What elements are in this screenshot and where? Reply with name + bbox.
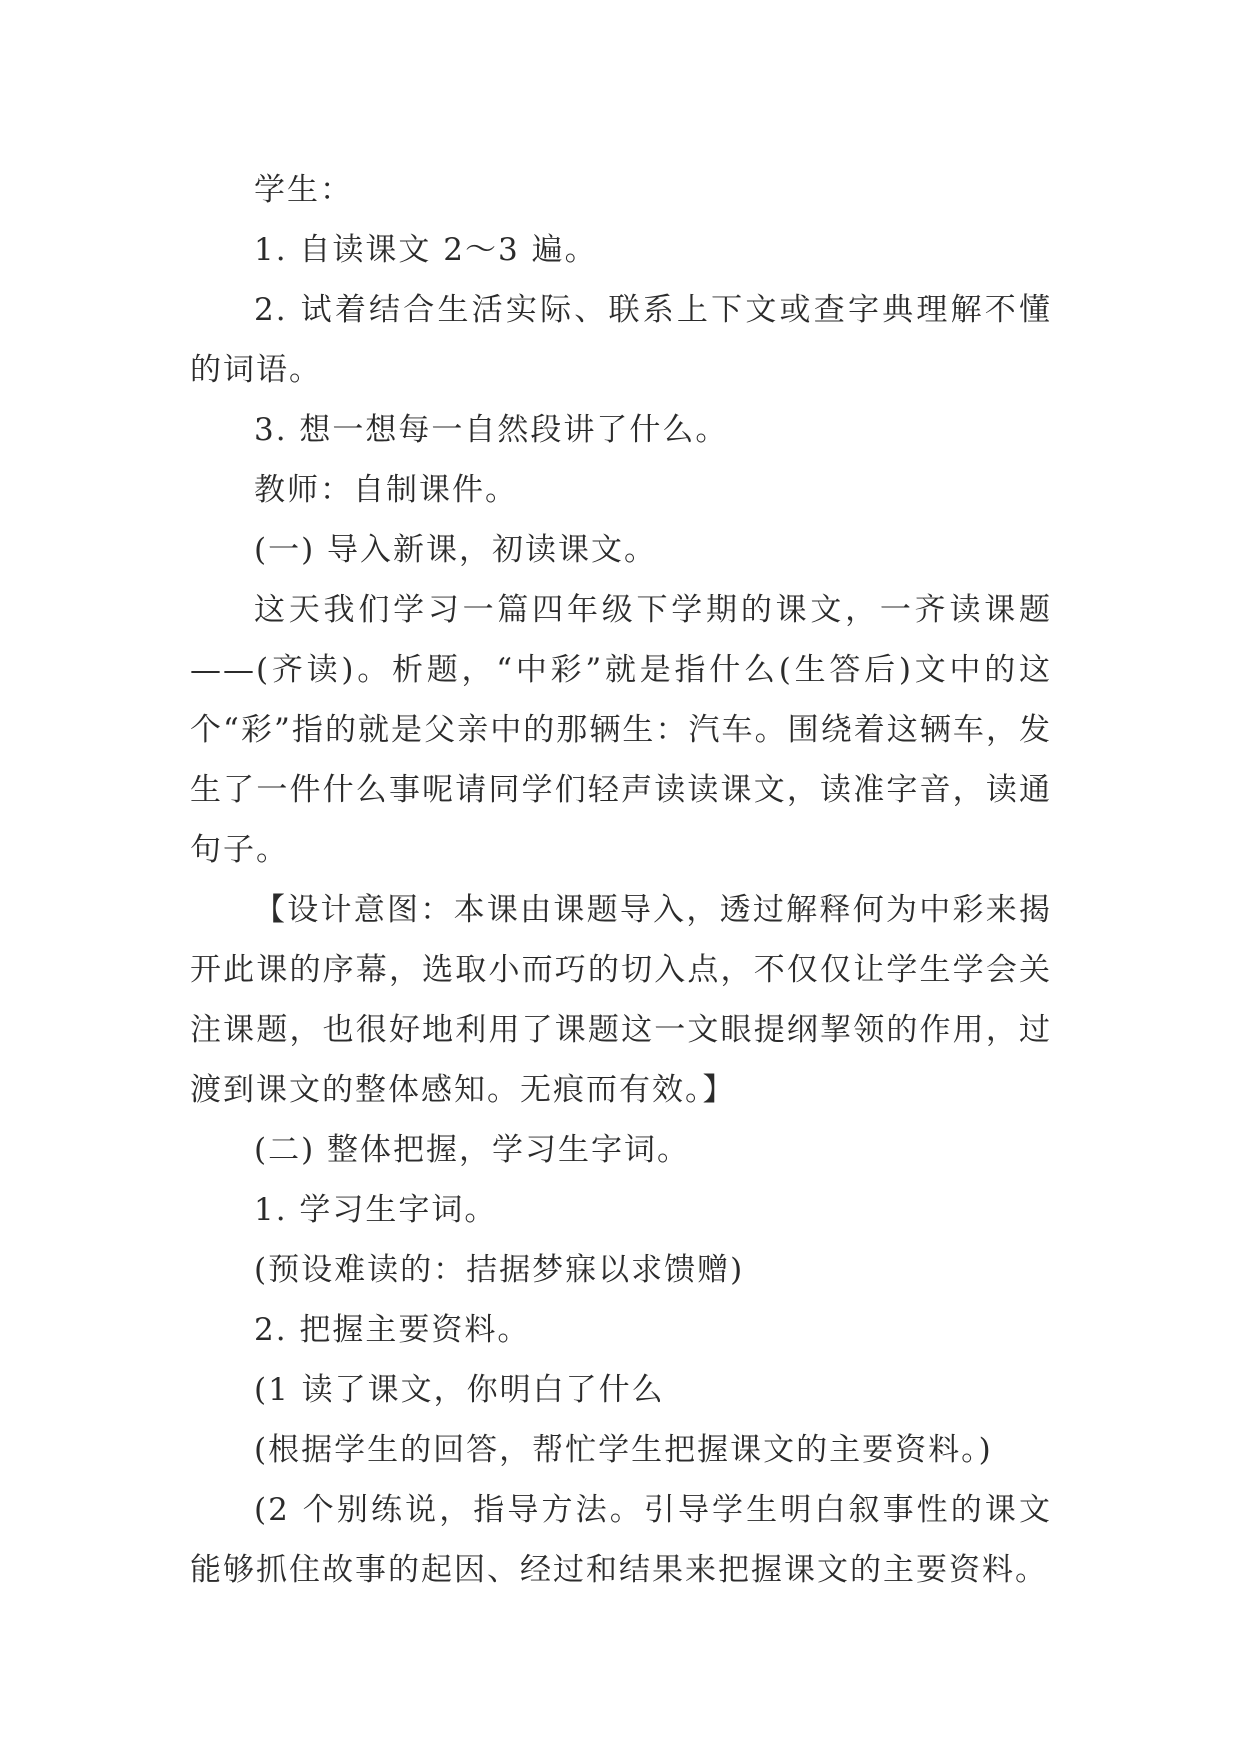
paragraph-intro: 这天我们学习一篇四年级下学期的课文，一齐读课题——(齐读)。析题，“中彩”就是指什么(生答后)文中的这个“彩”指的就是父亲中的那辆生：汽车。围绕着这辆车，发生了一件什么事呢请同学们轻声读读课文，读准字音，读通句子。 [190, 592, 1052, 868]
section-heading-1: (一) 导入新课，初读课文。 [254, 532, 658, 568]
section-heading-2: (二) 整体把握，学习生字词。 [254, 1132, 691, 1168]
paragraph-task-3: 3. 想一想每一自然段讲了什么。 [254, 412, 729, 448]
document-body [190, 160, 1052, 1600]
paragraph-teacher-heading: 教师：自制课件。 [254, 472, 518, 508]
paragraph-preset-words: (预设难读的：拮据梦寐以求馈赠) [254, 1252, 745, 1288]
paragraph-step-2: 2. 把握主要资料。 [254, 1312, 531, 1348]
paragraph-student-heading: 学生： [254, 172, 353, 208]
paragraph-task-2: 2. 试着结合生活实际、联系上下文或查字典理解不懂的词语。 [190, 292, 1052, 388]
paragraph-substep-2: (2 个别练说，指导方法。引导学生明白叙事性的课文能够抓住故事的起因、经过和结果来把握课文的主要资料。 [190, 1492, 1052, 1588]
paragraph-substep-1-note: (根据学生的回答，帮忙学生把握课文的主要资料。) [254, 1432, 993, 1468]
paragraph-task-1: 1. 自读课文 2～3 遍。 [254, 232, 598, 268]
paragraph-design-intent: 【设计意图：本课由课题导入，透过解释何为中彩来揭开此课的序幕，选取小而巧的切入点，不仅仅让学生学会关注课题，也很好地利用了课题这一文眼提纲挈领的作用，过渡到课文的整体感知。无痕而有效。】 [190, 892, 1052, 1108]
paragraph-step-1: 1. 学习生字词。 [254, 1192, 498, 1228]
paragraph-substep-1: (1 读了课文，你明白了什么 [254, 1372, 665, 1408]
